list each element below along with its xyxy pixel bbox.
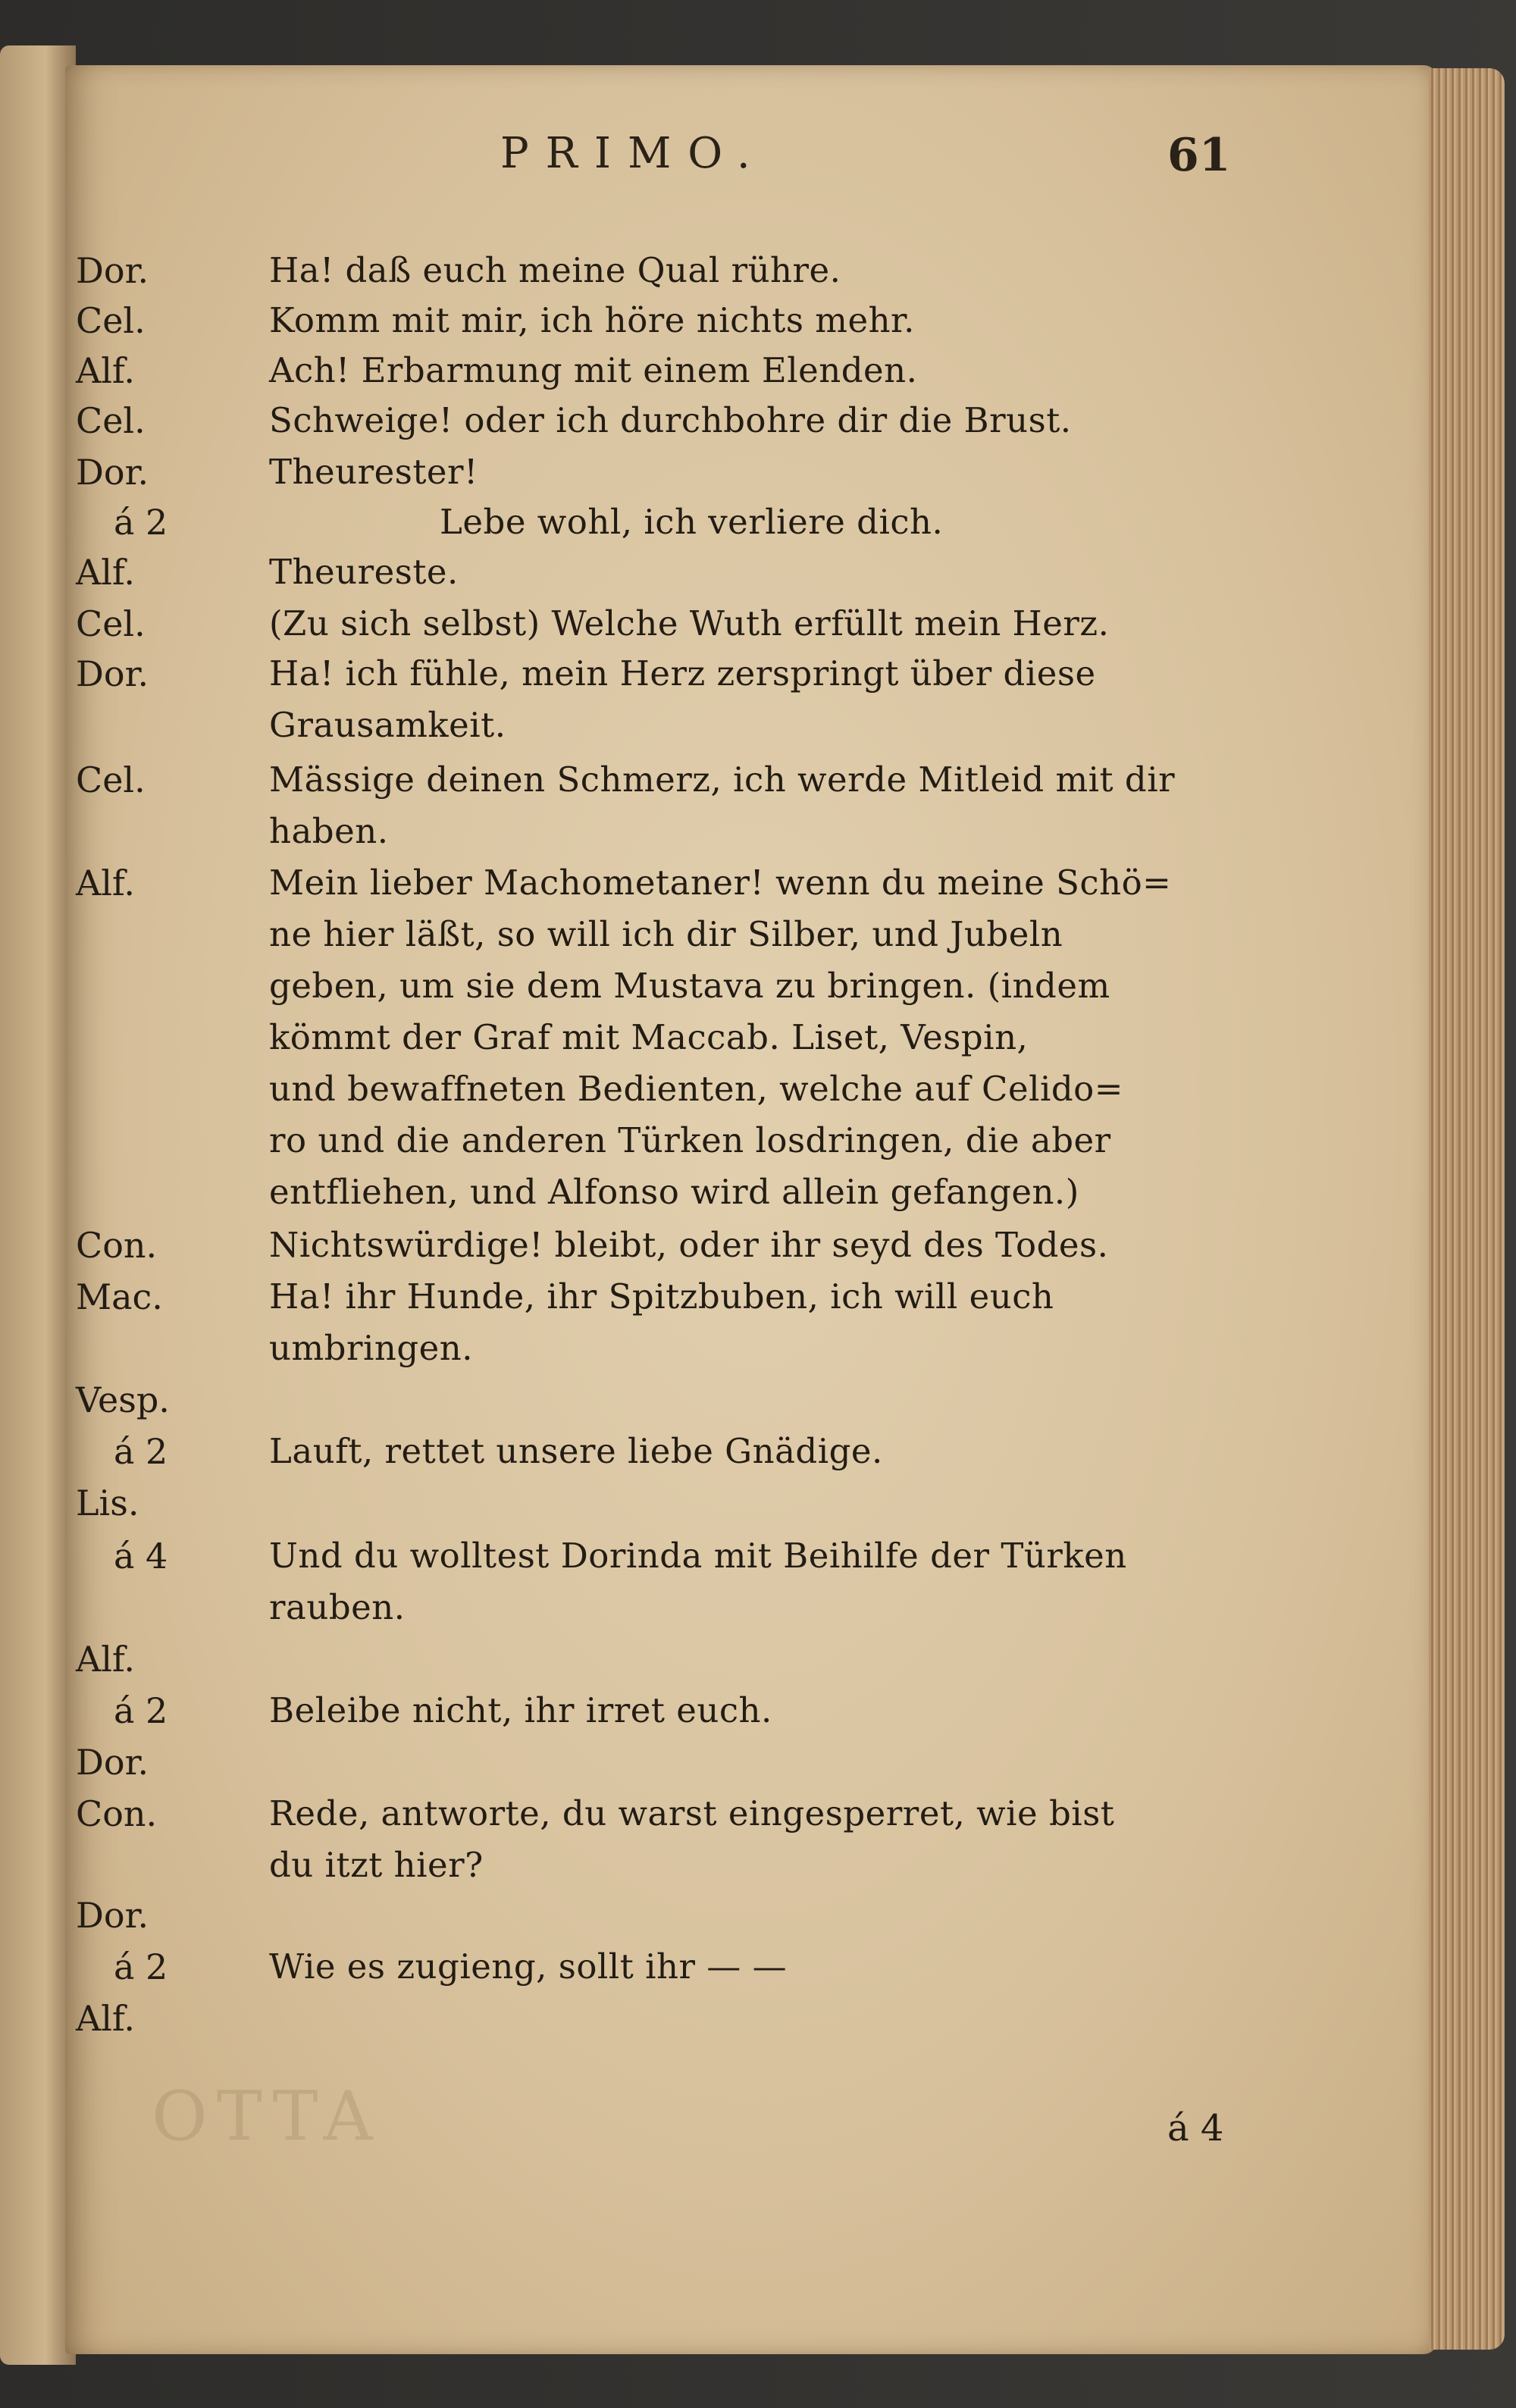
- dialogue-line: Grausamkeit.: [269, 705, 506, 745]
- speaker-label: Cel.: [76, 759, 146, 800]
- speaker-label: Alf.: [76, 552, 135, 593]
- dialogue-line: Wie es zugieng, sollt ihr — —: [269, 1946, 788, 1987]
- dialogue-line: Nichtswürdige! bleibt, oder ihr seyd des Todes.: [269, 1225, 1109, 1265]
- dialogue-line: du itzt hier?: [269, 1845, 484, 1885]
- dialogue-line: Mässige deinen Schmerz, ich werde Mitleid mit dir: [269, 759, 1176, 800]
- speaker-label: Dor.: [76, 1895, 149, 1936]
- running-head: PRIMO.: [500, 129, 767, 178]
- dialogue-line: umbringen.: [269, 1328, 474, 1368]
- dialogue-line: und bewaffneten Bedienten, welche auf Celido=: [269, 1069, 1123, 1109]
- speaker-label: Cel.: [76, 400, 146, 441]
- speaker-label: Alf.: [76, 863, 135, 903]
- speaker-label: á 4: [114, 1536, 168, 1577]
- dialogue-line: Schweige! oder ich durchbohre dir die Brust.: [269, 400, 1072, 440]
- speaker-label: á 2: [114, 502, 168, 543]
- dialogue-line: kömmt der Graf mit Maccab. Liset, Vespin,: [269, 1017, 1029, 1057]
- dialogue-line: Theureste.: [269, 552, 459, 592]
- speaker-label: á 2: [114, 1431, 168, 1472]
- bleed-through-text: OTTA: [152, 2077, 382, 2156]
- dialogue-line: Rede, antworte, du warst eingesperret, wie bist: [269, 1793, 1115, 1833]
- dialogue-line: (Zu sich selbst) Welche Wuth erfüllt mein Herz.: [269, 603, 1110, 643]
- speaker-label: Dor.: [76, 1742, 149, 1783]
- dialogue-line: haben.: [269, 811, 389, 851]
- speaker-label: Dor.: [76, 653, 149, 694]
- speaker-label: Vesp.: [76, 1379, 170, 1420]
- speaker-label: Alf.: [76, 1998, 135, 2039]
- facing-page-edge: [0, 45, 76, 2365]
- dialogue-line: Theurester!: [269, 452, 478, 492]
- dialogue-line: ne hier läßt, so will ich dir Silber, und Jubeln: [269, 914, 1063, 954]
- page-number: 61: [1167, 129, 1231, 182]
- speaker-label: Alf.: [76, 350, 135, 391]
- page-stack-edge: [1429, 68, 1505, 2350]
- speaker-label: Cel.: [76, 603, 146, 644]
- speaker-label: Cel.: [76, 300, 146, 341]
- dialogue-line: entfliehen, und Alfonso wird allein gefangen.): [269, 1172, 1079, 1212]
- dialogue-line: Ach! Erbarmung mit einem Elenden.: [269, 350, 918, 390]
- catchword: á 4: [1167, 2107, 1224, 2150]
- dialogue-line: Beleibe nicht, ihr irret euch.: [269, 1690, 772, 1730]
- speaker-label: Lis.: [76, 1483, 139, 1523]
- dialogue-line: Ha! ihr Hunde, ihr Spitzbuben, ich will euch: [269, 1276, 1054, 1317]
- dialogue-line: ro und die anderen Türken losdringen, die aber: [269, 1120, 1111, 1160]
- dialogue-line: Ha! ich fühle, mein Herz zerspringt über diese: [269, 653, 1096, 694]
- speaker-label: Alf.: [76, 1639, 135, 1680]
- speaker-label: Mac.: [76, 1276, 163, 1317]
- dialogue-line: Und du wolltest Dorinda mit Beihilfe der Türken: [269, 1536, 1127, 1576]
- dialogue-line: Lebe wohl, ich verliere dich.: [440, 502, 944, 542]
- speaker-label: á 2: [114, 1690, 168, 1731]
- speaker-label: Con.: [76, 1793, 158, 1834]
- speaker-label: Dor.: [76, 452, 149, 493]
- speaker-label: Con.: [76, 1225, 158, 1266]
- speaker-label: Dor.: [76, 250, 149, 291]
- dialogue-line: Ha! daß euch meine Qual rühre.: [269, 250, 841, 290]
- dialogue-line: Komm mit mir, ich höre nichts mehr.: [269, 300, 915, 340]
- dialogue-line: geben, um sie dem Mustava zu bringen. (indem: [269, 966, 1110, 1006]
- dialogue-line: Lauft, rettet unsere liebe Gnädige.: [269, 1431, 883, 1471]
- dialogue-line: rauben.: [269, 1587, 406, 1627]
- dialogue-line: Mein lieber Machometaner! wenn du meine Schö=: [269, 863, 1172, 903]
- speaker-label: á 2: [114, 1946, 168, 1987]
